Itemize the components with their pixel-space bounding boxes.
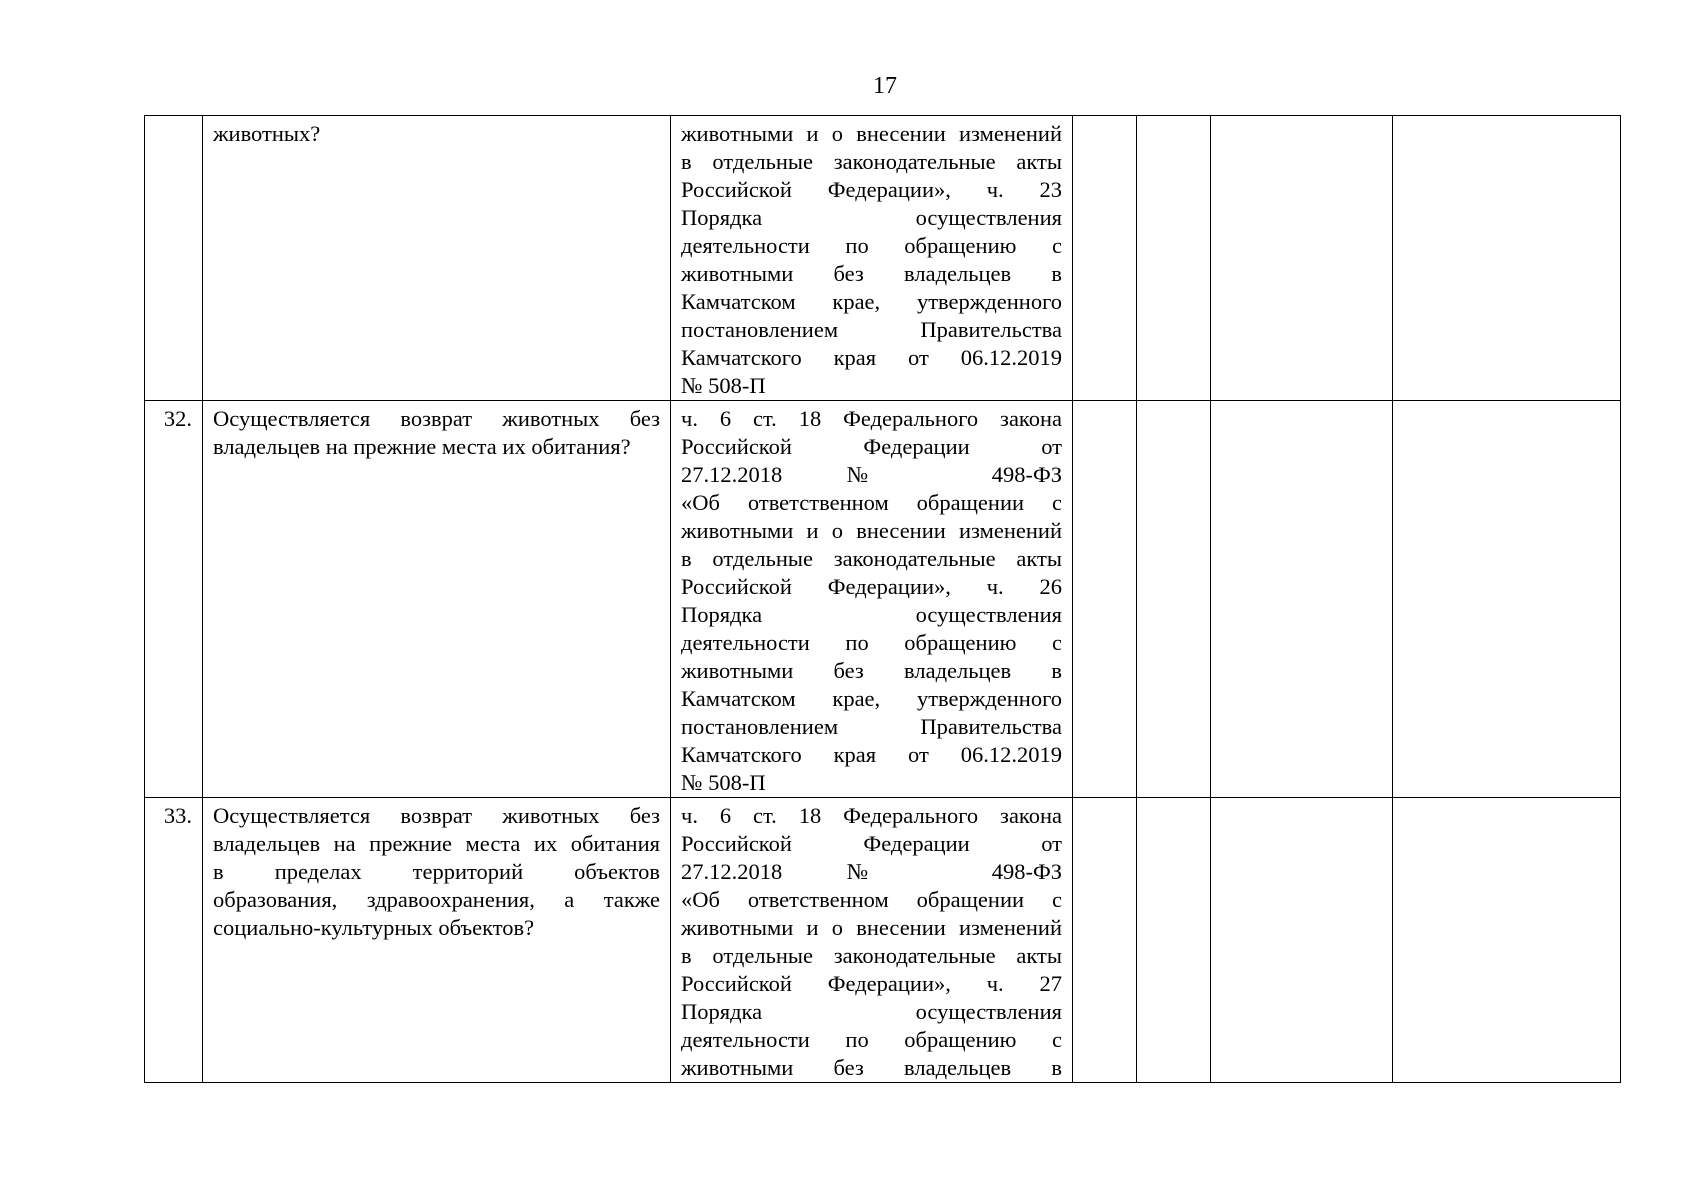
reference-line: животными без владельцев в [681, 1055, 1062, 1080]
answer-yes-cell[interactable] [1073, 401, 1137, 798]
answer-yes-cell[interactable] [1073, 116, 1137, 401]
reference-line: «Об ответственном обращении с [681, 887, 1062, 912]
reference-line: «Об ответственном обращении с [681, 490, 1062, 515]
reference-line: 27.12.2018 № 498-ФЗ [681, 462, 1062, 487]
reference-line: Российской Федерации», ч. 27 [681, 971, 1062, 996]
reference-line: животными без владельцев в [681, 658, 1062, 683]
notes-cell[interactable] [1393, 116, 1621, 401]
row-number: 32. [145, 401, 203, 798]
reference-line: постановлением Правительства [681, 317, 1062, 342]
answer-no-cell[interactable] [1137, 116, 1211, 401]
reference-line: животными без владельцев в [681, 261, 1062, 286]
reference-line: Камчатского края от 06.12.2019 [681, 345, 1062, 370]
reference-line: животными и о внесении изменений [681, 915, 1062, 940]
reference-line: Камчатского края от 06.12.2019 [681, 742, 1062, 767]
question-line: образования, здравоохранения, а также [213, 887, 660, 912]
notes-cell[interactable] [1393, 798, 1621, 1083]
reference-line: Камчатском крае, утвержденного [681, 686, 1062, 711]
table-body [145, 116, 1621, 1083]
reference-line: животными и о внесении изменений [681, 121, 1062, 146]
checklist-table [144, 115, 1621, 1083]
answer-yes-cell[interactable] [1073, 798, 1137, 1083]
question-cell [203, 798, 671, 1083]
legal-reference-cell [671, 116, 1073, 401]
reference-line: Камчатском крае, утвержденного [681, 289, 1062, 314]
reference-line: ч. 6 ст. 18 Федерального закона [681, 406, 1062, 431]
reference-line: в отдельные законодательные акты [681, 546, 1062, 571]
reference-line: Порядка осуществления [681, 205, 1062, 230]
reference-line: Российской Федерации от [681, 831, 1062, 856]
question-line: социально-культурных объектов? [213, 915, 535, 940]
row-number: 33. [145, 798, 203, 1083]
reference-line: № 508-П [681, 373, 766, 398]
reference-line: Российской Федерации», ч. 23 [681, 177, 1062, 202]
reference-line: в отдельные законодательные акты [681, 943, 1062, 968]
legal-reference-cell [671, 401, 1073, 798]
reference-line: деятельности по обращению с [681, 1027, 1062, 1052]
reference-line: 27.12.2018 № 498-ФЗ [681, 859, 1062, 884]
question-line: в пределах территорий объектов [213, 859, 660, 884]
question-cell [203, 401, 671, 798]
reference-line: Российской Федерации от [681, 434, 1062, 459]
table-row [145, 116, 1621, 401]
legal-reference-cell [671, 798, 1073, 1083]
answer-na-cell[interactable] [1211, 116, 1393, 401]
answer-no-cell[interactable] [1137, 401, 1211, 798]
question-line: животных? [213, 121, 321, 146]
reference-line: постановлением Правительства [681, 714, 1062, 739]
row-number [145, 116, 203, 401]
reference-line: деятельности по обращению с [681, 233, 1062, 258]
reference-line: № 508-П [681, 770, 766, 795]
page-number: 17 [873, 73, 897, 99]
table-row [145, 401, 1621, 798]
reference-line: животными и о внесении изменений [681, 518, 1062, 543]
question-line: владельцев на прежние места их обитания [213, 831, 660, 856]
answer-na-cell[interactable] [1211, 798, 1393, 1083]
table-row [145, 798, 1621, 1083]
reference-line: ч. 6 ст. 18 Федерального закона [681, 803, 1062, 828]
reference-line: Порядка осуществления [681, 602, 1062, 627]
reference-line: Порядка осуществления [681, 999, 1062, 1024]
question-line: Осуществляется возврат животных без [213, 803, 660, 828]
reference-line: Российской Федерации», ч. 26 [681, 574, 1062, 599]
question-cell [203, 116, 671, 401]
answer-no-cell[interactable] [1137, 798, 1211, 1083]
question-line: владельцев на прежние места их обитания? [213, 434, 631, 459]
question-line: Осуществляется возврат животных без [213, 406, 660, 431]
answer-na-cell[interactable] [1211, 401, 1393, 798]
reference-line: деятельности по обращению с [681, 630, 1062, 655]
reference-line: в отдельные законодательные акты [681, 149, 1062, 174]
notes-cell[interactable] [1393, 401, 1621, 798]
